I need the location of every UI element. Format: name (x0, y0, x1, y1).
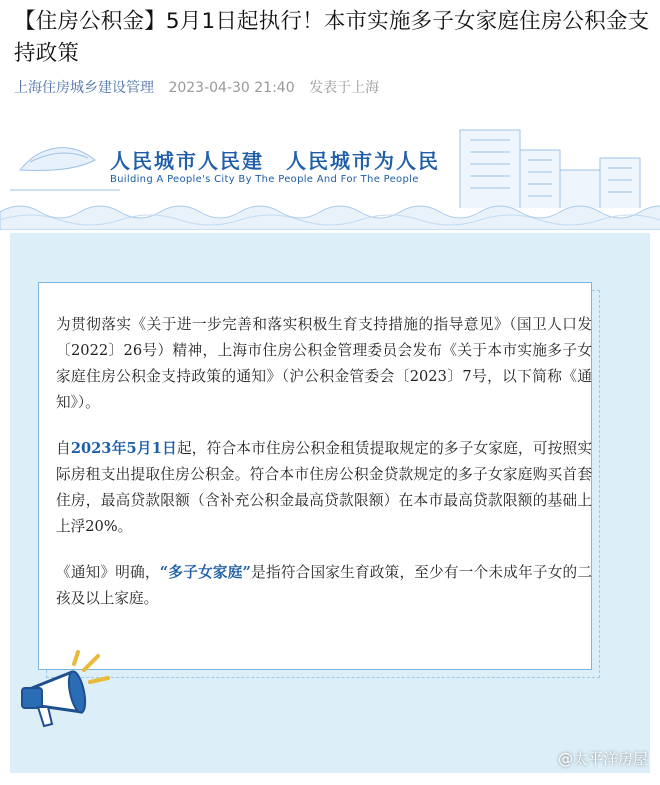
effective-date-highlight: 2023年5月1日 (70, 440, 177, 457)
paragraph-3 (56, 560, 592, 612)
author-link[interactable]: 上海住房城乡建设管理 (14, 80, 154, 96)
article-body (56, 312, 592, 632)
paragraph-1: 为贯彻落实《关于进一步完善和落实积极生育支持措施的指导意见》（国卫人口发〔2022〕26号）精神，上海市住房公积金管理委员会发布《关于本市实施多子女家庭住房公积金支持政策的通知》（沪公积金管委会〔2023〕7号，以下简称《通知》）。 (56, 316, 592, 411)
banner-slogan-en: Building A People's City By The People And For The People (110, 174, 419, 185)
p3-prefix: 《通知》明确， (56, 564, 160, 581)
publish-date: 2023-04-30 21:40 (168, 80, 295, 96)
article-meta (14, 77, 379, 97)
banner-slogan-cn: 人民城市人民建 人民城市为人民 (110, 149, 440, 173)
p2-rest: 起，符合本市住房公积金租赁提取规定的多子女家庭，可按照实际房租支出提取住房公积金。符合本市住房公积金贷款规定的多子女家庭购买首套住房，最高贷款限额（含补充公积金最高贷款限额）在本市最高贷款限额的基础上上浮20%。 (56, 440, 592, 535)
p3-rest: 是指符合国家生育政策，至少有一个未成年子女的二孩及以上家庭。 (56, 564, 592, 607)
article-title: 【住房公积金】5月1日起执行！本市实施多子女家庭住房公积金支持政策 (14, 9, 650, 66)
source-watermark: @太平洋房屋 (557, 750, 648, 768)
p2-prefix: 自 (56, 440, 71, 457)
multi-child-family-highlight: “多子女家庭” (159, 564, 251, 581)
paragraph-2 (56, 436, 592, 540)
publish-location: 发表于上海 (309, 80, 380, 96)
megaphone-icon (14, 650, 114, 730)
